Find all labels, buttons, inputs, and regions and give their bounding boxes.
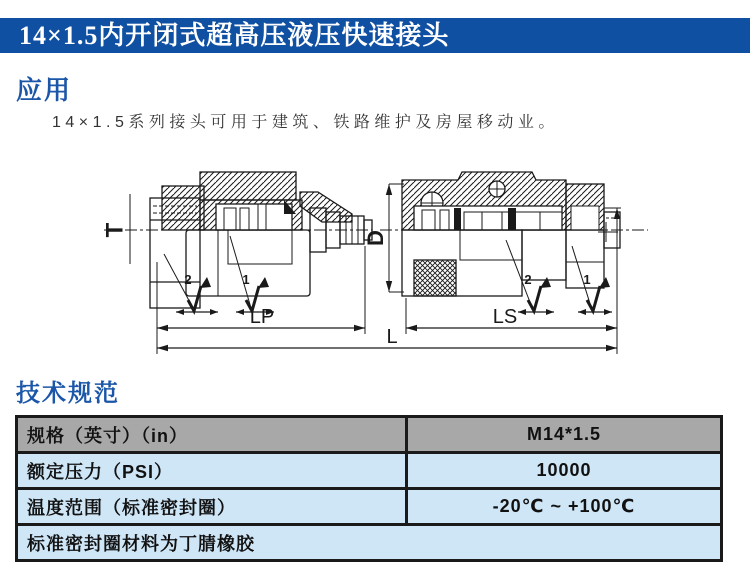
dim-label-l: L [386, 326, 398, 348]
socket-finish-mark-1 [572, 246, 612, 315]
spec-row-pressure [18, 451, 720, 487]
spec-label-cell: 规格（英寸）（in） [27, 425, 188, 446]
socket-cross-section [363, 172, 648, 296]
spec-row-size [18, 418, 720, 451]
spec-value-cell: 10000 [405, 454, 720, 487]
finish-mark-label: 1 [583, 272, 591, 287]
spec-note-cell: 标准密封圈材料为丁腈橡胶 [27, 533, 255, 554]
dim-l [157, 326, 617, 351]
application-heading: 应用 [16, 75, 73, 105]
finish-mark-label: 2 [184, 272, 192, 287]
spec-row-temperature [18, 487, 720, 523]
dim-label-ls: LS [492, 306, 518, 328]
dim-label-d: D [362, 230, 388, 246]
spec-value-cell: -20℃ ~ +100℃ [405, 490, 720, 523]
spec-table [15, 415, 723, 562]
technical-drawing [0, 158, 750, 363]
dim-label-lp: LP [249, 306, 275, 328]
spec-row-note [18, 523, 720, 559]
spec-value-cell: M14*1.5 [405, 418, 720, 451]
finish-mark-label: 1 [242, 272, 250, 287]
plug-cross-section [101, 172, 372, 308]
spec-label-cell: 额定压力（PSI） [27, 461, 174, 482]
application-description: 14×1.5系列接头可用于建筑、铁路维护及房屋移动业。 [52, 114, 559, 131]
dim-label-t: T [101, 222, 129, 238]
plug-finish-mark-2 [164, 254, 218, 315]
socket-finish-mark-2 [506, 240, 554, 315]
page-title: 14×1.5内开闭式超高压液压快速接头 [0, 18, 750, 53]
finish-mark-label: 2 [524, 272, 532, 287]
specs-heading: 技术规范 [16, 380, 120, 407]
spec-label-cell: 温度范围（标准密封圈） [27, 497, 236, 518]
plug-finish-mark-1 [230, 236, 274, 315]
